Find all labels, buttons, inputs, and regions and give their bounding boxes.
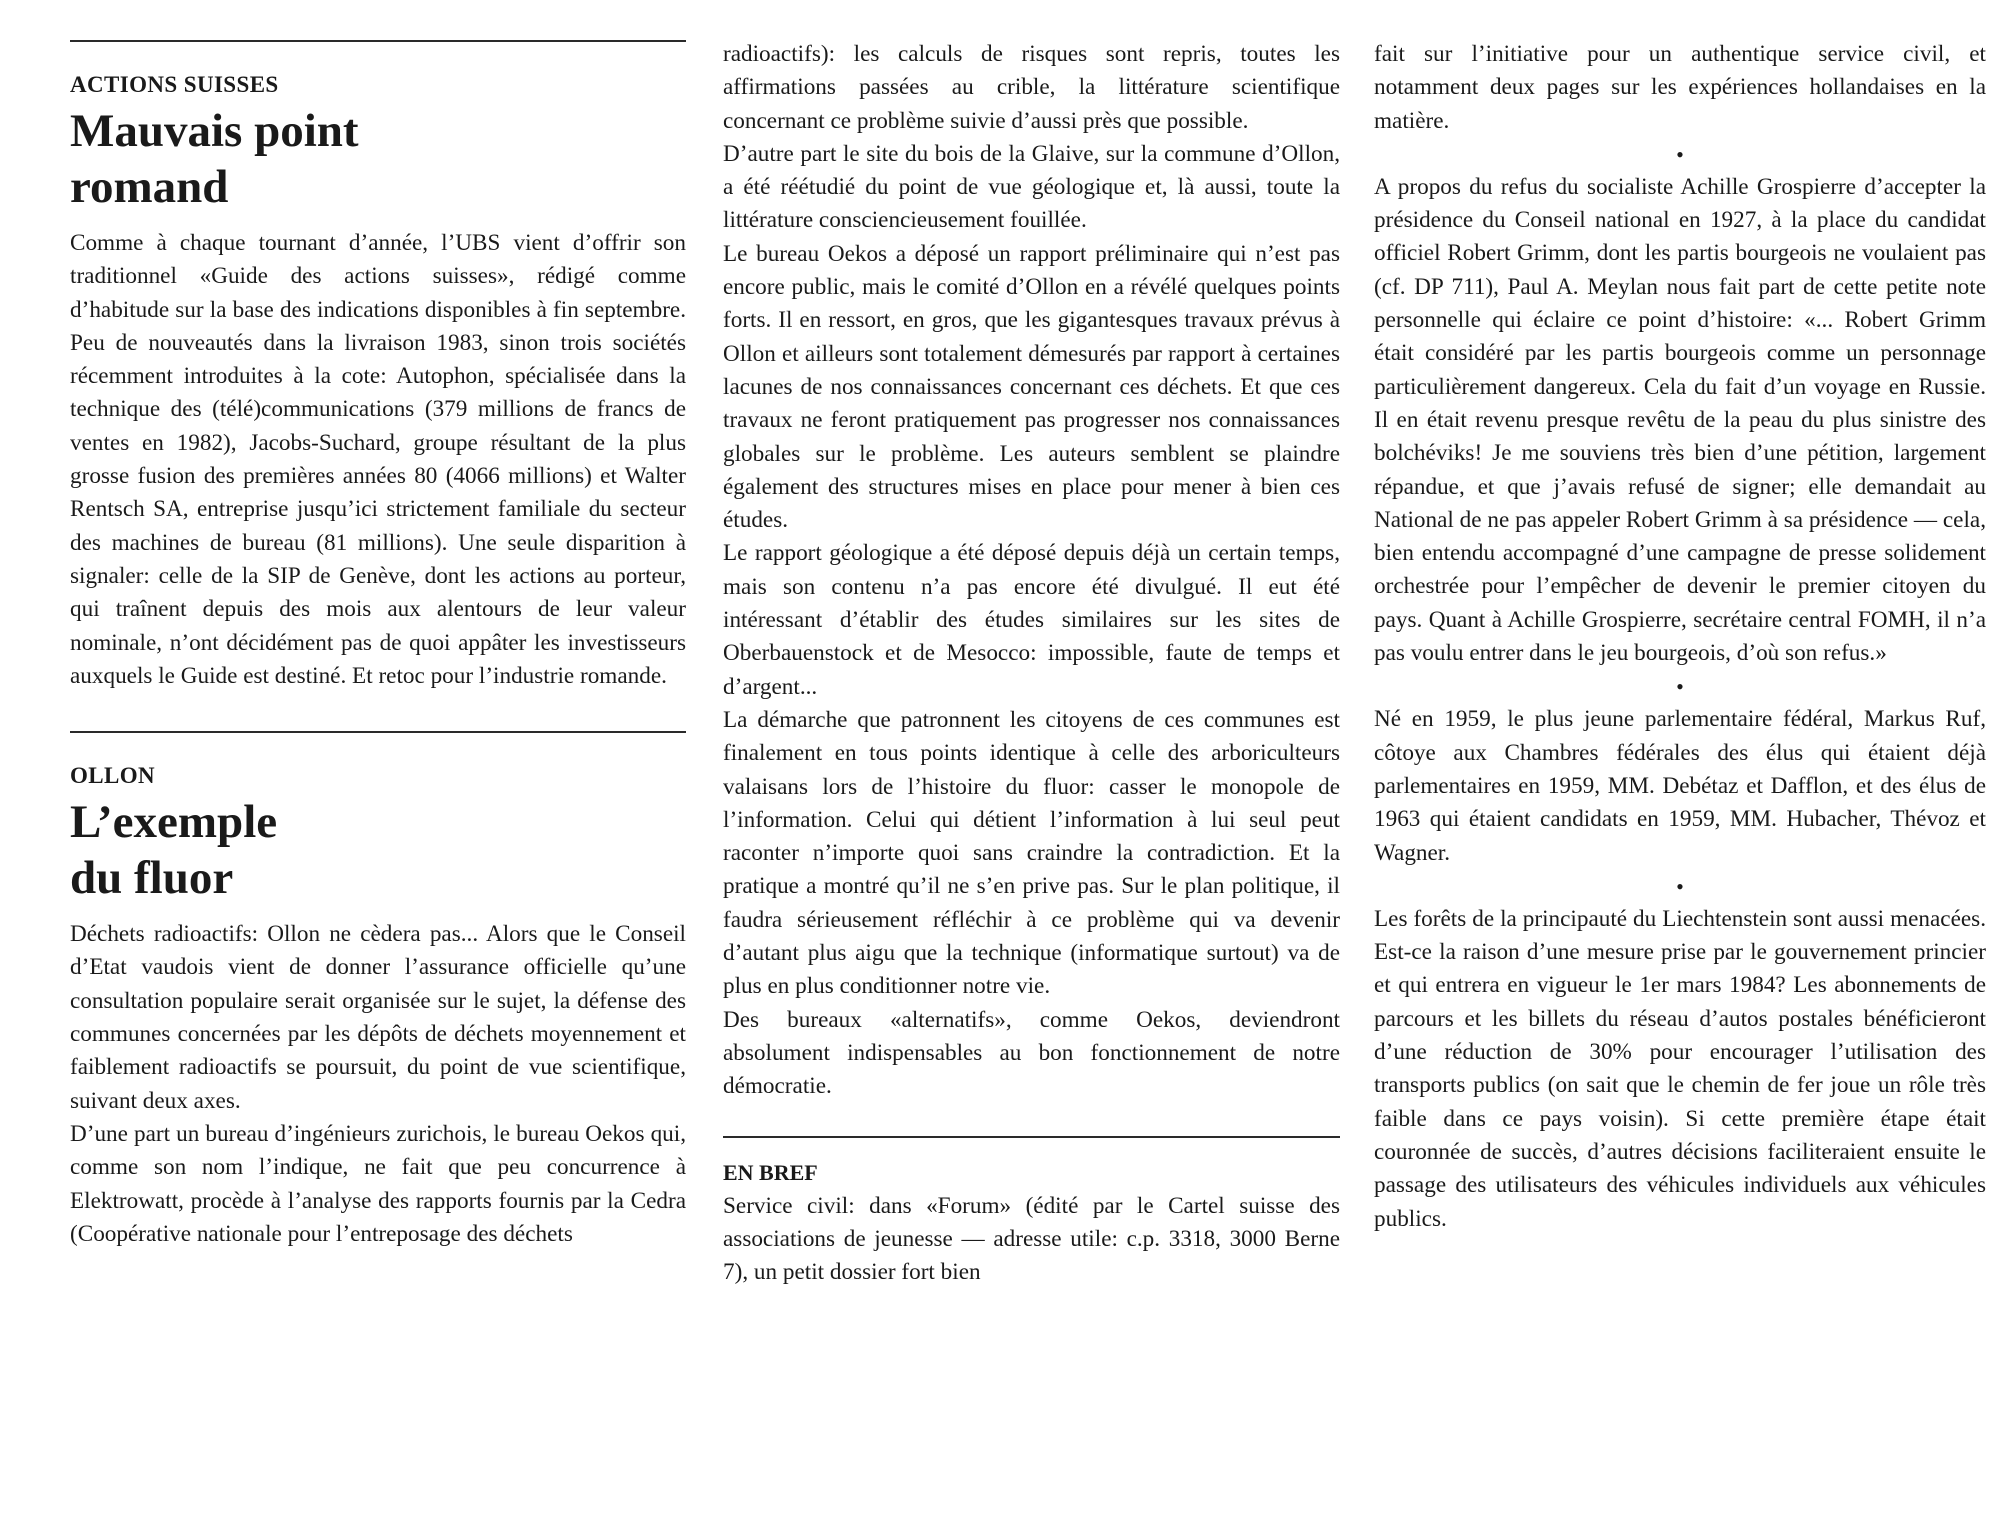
en-bref-item-1-continued: fait sur l’initiative pour un authentique service civil, et notamment deux pages sur les expériences hollandaises en la matière. — [1374, 41, 1986, 134]
article2-paragraph-2-continued: radioactifs): les calculs de risques sont repris, toutes les affirmations passées au crible, la littérature scientifique concernant ce problème suivie d’aussi près que possible. — [723, 41, 1340, 134]
en-bref-item-1: Service civil: dans «Forum» (édité par le Cartel suisse des associations de jeunesse — adresse utile: c.p. 3318, 3000 Berne 7), un petit dossier fort bien — [723, 1192, 1340, 1286]
separator-bullet: • — [1676, 141, 1684, 167]
article1-title-line2: romand — [70, 161, 229, 213]
en-bref-item-2: A propos du refus du socialiste Achille Grospierre d’accepter la présidence du Conseil national en 1927, à la place du candidat officiel Robert Grimm, dont les partis bourgeois ne voulaient pas (cf. DP 711), Paul A. Meylan nous fait part de cette petite note personnelle qui éclaire ce point d’histoire: «... Robert Grimm était considéré par les partis bourgeois comme un personnage particulièrement dangereux. Cela du fait d’un voyage en Russie. Il en était revenu presque revêtu de la peau du plus sinistre des bolchéviks! Je me souviens très bien d’une pétition, largement répandue, et que j’avais refusé de signer; elle demandait au National de ne pas appeler Robert Grimm à sa présidence — cela, bien entendu accompagné d’une campagne de presse solidement orchestrée pour l’empêcher de devenir le premier citoyen du pays. Quant à Achille Grospierre, secrétaire central FOMH, il n’a pas voulu entrer dans le jeu bourgeois, d’où son refus.» — [1374, 173, 1986, 667]
article2-headline — [70, 794, 686, 906]
top-rule — [70, 40, 686, 42]
article2-paragraph-7: Des bureaux «alternatifs», comme Oekos, deviendront absolument indispensables au bon fonctionnement de notre démocratie. — [723, 1006, 1340, 1100]
separator-bullet: • — [1676, 674, 1684, 700]
article1-headline — [70, 103, 686, 215]
column-middle — [723, 38, 1340, 1289]
en-bref-item-3: Né en 1959, le plus jeune parlementaire fédéral, Markus Ruf, côtoye aux Chambres fédérales des élus qui étaient déjà parlementaires en 1959, MM. Debétaz et Dafflon, et des élus de 1963 qui étaient candidats en 1959, MM. Hubacher, Thévoz et Wagner. — [1374, 706, 1986, 866]
en-bref-item-4: Les forêts de la principauté du Liechtenstein sont aussi menacées. Est-ce la raison d’une mesure prise par le gouvernement princier et qui entrera en vigueur le 1er mars 1984? Les abonnements de parcours et les billets du réseau d’autos postales bénéficieront d’une réduction de 30% pour encourager l’utilisation des transports publics (on sait que le chemin de fer joue un rôle très faible dans ce pays voisin). Si cette première étape était couronnée de succès, d’autres décisions faciliteraient ensuite le passage des utilisateurs des véhicules individuels aux véhicules publics. — [1374, 905, 1986, 1232]
separator-bullet: • — [1676, 873, 1684, 899]
article2-kicker: OLLON — [70, 763, 156, 789]
article2-paragraph-5: Le rapport géologique a été déposé depuis déjà un certain temps, mais son contenu n’a pas encore été divulgué. Il eut été intéressant d’établir des études similaires sur les sites de Oberbauenstock et de Mesocco: impossible, faute de temps et d’argent... — [723, 540, 1340, 700]
column-right — [1374, 38, 1986, 1236]
column-left — [70, 40, 686, 1251]
article2-paragraph-4: Le bureau Oekos a déposé un rapport préliminaire qui n’est pas encore public, mais le comité d’Ollon en a révélé quelques points forts. Il en ressort, en gros, que les gigantesques travaux prévus à Ollon et ailleurs sont totalement démesurés par rapport à certaines lacunes de nos connaissances concernant ces déchets. Et que ces travaux ne feront pratiquement pas progresser nos connaissances globales sur le problème. Les auteurs semblent se plaindre également des structures mises en place pour mener à bien ces études. — [723, 240, 1340, 534]
article2-title-line2: du fluor — [70, 852, 234, 905]
article2-paragraph-2: D’une part un bureau d’ingénieurs zurichois, le bureau Oekos qui, comme son nom l’indique, ne fait que peu concurrence à Elektrowatt, procède à l’analyse des rapports fournis par la Cedra (Coopérative nationale pour l’entreposage des déchets — [70, 1120, 686, 1247]
article1-kicker: ACTIONS SUISSES — [70, 72, 279, 97]
article2-paragraph-6: La démarche que patronnent les citoyens de ces communes est finalement en tous points identique à celle des arboriculteurs valaisans lors de l’histoire du fluor: casser le monopole de l’information. Celui qui détient l’information à lui seul peut raconter n’importe quoi sans craindre la contradiction. Et la pratique a montré qu’il ne s’en prive pas. Sur le plan politique, il faudra sérieusement réfléchir à ce problème qui va devenir d’autant plus aigu que la technique (informatique surtout) va de plus en plus conditionner notre vie. — [723, 706, 1340, 1000]
article2-title-line1: L’exemple — [70, 796, 278, 849]
en-bref-kicker: EN BREF — [723, 1159, 818, 1185]
article2-paragraph-1: Déchets radioactifs: Ollon ne cèdera pas... Alors que le Conseil d’Etat vaudois vient de donner l’assurance officielle qu’une consultation populaire serait organisée sur le sujet, la défense des communes concernées par les dépôts de déchets moyennement et faiblement radioactifs se poursuit, du point de vue scientifique, suivant deux axes. — [70, 921, 686, 1114]
en-bref-rule — [723, 1136, 1340, 1138]
article1-body: Comme à chaque tournant d’année, l’UBS vient d’offrir son traditionnel «Guide des actions suisses», rédigé comme d’habitude sur la base des indications disponibles à fin septembre. Peu de nouveautés dans la livraison 1983, sinon trois sociétés récemment introduites à la cote: Autophon, spécialisée dans la technique des (télé)communications (379 millions de francs de ventes en 1982), Jacobs-Suchard, groupe résultant de la plus grosse fusion des premières années 80 (4066 millions) et Walter Rentsch SA, entreprise jusqu’ici strictement familiale du secteur des machines de bureau (81 millions). Une seule disparition à signaler: celle de la SIP de Genève, dont les actions au porteur, qui traînent depuis des mois aux alentours de leur valeur nominale, n’ont décidément pas de quoi appâter les investisseurs auxquels le Guide est destiné. Et retoc pour l’industrie romande. — [70, 230, 686, 689]
article1-title-line1: Mauvais point — [70, 105, 359, 157]
article2-paragraph-3: D’autre part le site du bois de la Glaive, sur la commune d’Ollon, a été réétudié du point de vue géologique et, là aussi, toute la littérature consciencieusement fouillée. — [723, 140, 1340, 234]
section-rule — [70, 731, 686, 733]
